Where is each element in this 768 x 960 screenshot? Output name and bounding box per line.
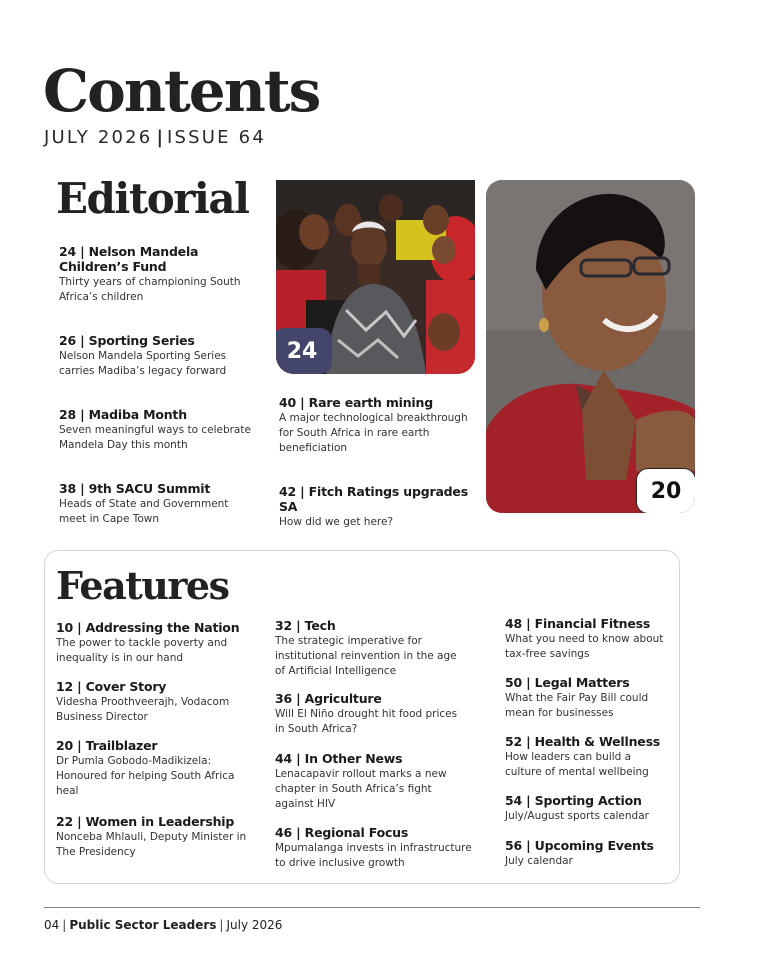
- item-title: 10 | Addressing the Nation: [56, 620, 240, 635]
- features-item-36[interactable]: [275, 691, 465, 737]
- features-item-44[interactable]: [275, 751, 465, 812]
- editorial-item-42[interactable]: [279, 484, 479, 530]
- item-description: July calendar: [505, 855, 573, 867]
- features-heading: Features: [56, 563, 229, 608]
- portrait-photo-image: [486, 180, 695, 513]
- footer-divider: [44, 907, 700, 908]
- item-title: 22 | Women in Leadership: [56, 814, 235, 829]
- item-title: 20 | Trailblazer: [56, 738, 158, 753]
- features-item-56[interactable]: [505, 838, 665, 869]
- item-description: Seven meaningful ways to celebrate Mandela Day this month: [59, 424, 251, 451]
- item-description: Nelson Mandela Sporting Series carries Madiba’s legacy forward: [59, 350, 227, 377]
- features-item-50[interactable]: [505, 675, 665, 721]
- item-title: 42 | Fitch Ratings upgrades SA: [279, 484, 468, 514]
- features-item-52[interactable]: [505, 734, 665, 780]
- item-description: Lenacapavir rollout marks a new chapter in South Africa’s fight against HIV: [275, 768, 447, 810]
- item-title: 24 | Nelson Mandela Children’s Fund: [59, 244, 199, 274]
- features-item-32[interactable]: [275, 618, 465, 679]
- features-item-12[interactable]: [56, 679, 256, 725]
- item-description: A major technological breakthrough for South Africa in rare earth beneficiation: [279, 412, 468, 454]
- features-item-22[interactable]: [56, 814, 256, 860]
- features-item-54[interactable]: [505, 793, 675, 824]
- page-title: Contents: [43, 57, 320, 125]
- issue-line: [44, 127, 266, 148]
- item-description: Nonceba Mhlauli, Deputy Minister in The Presidency: [56, 831, 247, 858]
- features-item-10[interactable]: [56, 620, 256, 666]
- item-title: 52 | Health & Wellness: [505, 734, 661, 749]
- item-title: 48 | Financial Fitness: [505, 616, 651, 631]
- item-description: Will El Niño drought hit food prices in South Africa?: [275, 708, 458, 735]
- item-title: 32 | Tech: [275, 618, 336, 633]
- features-item-48[interactable]: [505, 616, 665, 662]
- item-description: How did we get here?: [279, 516, 394, 528]
- issue-separator: |: [156, 127, 164, 148]
- item-title: 44 | In Other News: [275, 751, 403, 766]
- item-description: The strategic imperative for institutional reinvention in the age of Artificial Intelligence: [275, 635, 457, 677]
- page-badge-20[interactable]: 20: [636, 468, 695, 513]
- item-title: 54 | Sporting Action: [505, 793, 642, 808]
- item-title: 50 | Legal Matters: [505, 675, 630, 690]
- footer-date: July 2026: [226, 918, 283, 932]
- editorial-item-24[interactable]: [59, 244, 249, 305]
- footer-page-number: 04: [44, 918, 60, 932]
- editorial-item-26[interactable]: [59, 333, 249, 379]
- features-item-46[interactable]: [275, 825, 480, 871]
- page-footer: 04 | Public Sector Leaders | July 2026: [44, 918, 283, 932]
- item-description: July/August sports calendar: [505, 810, 649, 822]
- issue-month: JULY 2026: [44, 127, 153, 148]
- item-description: Heads of State and Government meet in Cape Town: [59, 498, 229, 525]
- item-title: 26 | Sporting Series: [59, 333, 195, 348]
- item-description: Thirty years of championing South Africa’s children: [59, 276, 241, 303]
- item-description: Mpumalanga invests in infrastructure to drive inclusive growth: [275, 842, 472, 869]
- item-title: 12 | Cover Story: [56, 679, 167, 694]
- item-title: 46 | Regional Focus: [275, 825, 409, 840]
- item-title: 36 | Agriculture: [275, 691, 382, 706]
- portrait-photo[interactable]: [486, 180, 695, 513]
- item-description: Dr Pumla Gobodo-Madikizela: Honoured for helping South Africa heal: [56, 755, 235, 797]
- editorial-item-38[interactable]: [59, 481, 249, 527]
- item-description: What you need to know about tax-free savings: [505, 633, 664, 660]
- item-description: Videsha Proothveerajh, Vodacom Business Director: [56, 696, 230, 723]
- page-badge-24[interactable]: 24: [276, 328, 332, 374]
- group-photo[interactable]: [276, 180, 475, 374]
- item-description: The power to tackle poverty and inequality is in our hand: [56, 637, 228, 664]
- item-description: How leaders can build a culture of mental wellbeing: [505, 751, 649, 778]
- item-title: 40 | Rare earth mining: [279, 395, 433, 410]
- item-title: 28 | Madiba Month: [59, 407, 187, 422]
- item-title: 56 | Upcoming Events: [505, 838, 654, 853]
- features-item-20[interactable]: [56, 738, 246, 799]
- editorial-heading: Editorial: [56, 174, 249, 223]
- item-description: What the Fair Pay Bill could mean for businesses: [505, 692, 649, 719]
- footer-publication: Public Sector Leaders: [69, 918, 217, 932]
- editorial-item-28[interactable]: [59, 407, 259, 453]
- editorial-item-40[interactable]: [279, 395, 479, 456]
- issue-number: ISSUE 64: [167, 127, 266, 148]
- item-title: 38 | 9th SACU Summit: [59, 481, 211, 496]
